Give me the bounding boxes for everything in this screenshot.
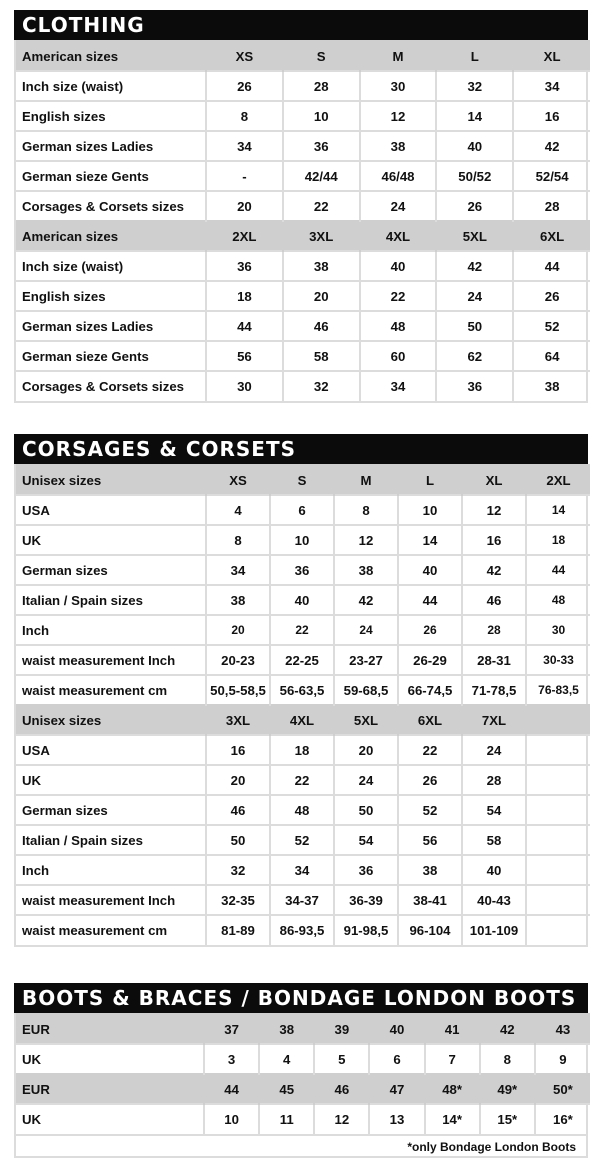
size-cell: 64 xyxy=(513,341,590,371)
size-cell xyxy=(526,795,590,825)
table-row xyxy=(16,825,590,855)
size-cell: 58 xyxy=(283,341,360,371)
row-label: German sieze Gents xyxy=(16,341,206,371)
size-cell: 26 xyxy=(436,191,513,221)
row-label: UK xyxy=(16,1044,204,1074)
size-header-cell: 3XL xyxy=(283,221,360,251)
size-cell: 38 xyxy=(398,855,462,885)
size-cell xyxy=(526,735,590,765)
size-header-cell: XL xyxy=(513,41,590,71)
size-cell: 10 xyxy=(398,495,462,525)
size-cell: 22 xyxy=(270,615,334,645)
size-cell: 24 xyxy=(334,615,398,645)
size-header-cell: 39 xyxy=(314,1014,369,1044)
size-cell xyxy=(526,765,590,795)
size-cell xyxy=(526,885,590,915)
size-cell: 16 xyxy=(513,101,590,131)
size-header-cell: 5XL xyxy=(436,221,513,251)
size-cell: 42 xyxy=(462,555,526,585)
size-cell: 24 xyxy=(462,735,526,765)
size-cell: 14 xyxy=(436,101,513,131)
boots-title: BOOTS & BRACES / BONDAGE LONDON BOOTS xyxy=(14,983,588,1013)
table-row xyxy=(16,675,590,705)
size-cell: 5 xyxy=(314,1044,369,1074)
size-cell: 30 xyxy=(526,615,590,645)
size-cell: 50/52 xyxy=(436,161,513,191)
size-cell: 28 xyxy=(283,71,360,101)
boots-table xyxy=(16,1013,590,1134)
size-cell: 48 xyxy=(360,311,437,341)
size-cell: 86-93,5 xyxy=(270,915,334,945)
row-label: UK xyxy=(16,525,206,555)
size-cell: 101-109 xyxy=(462,915,526,945)
size-cell: 24 xyxy=(436,281,513,311)
size-cell: 76-83,5 xyxy=(526,675,590,705)
size-cell: 44 xyxy=(398,585,462,615)
size-cell: 8 xyxy=(206,101,283,131)
size-cell: 36 xyxy=(206,251,283,281)
size-cell: 30 xyxy=(360,71,437,101)
size-header-cell: 37 xyxy=(204,1014,259,1044)
size-cell: 8 xyxy=(480,1044,535,1074)
size-header-cell: 47 xyxy=(369,1074,424,1104)
size-header-cell: 45 xyxy=(259,1074,314,1104)
size-cell: 13 xyxy=(369,1104,424,1134)
size-cell: 42 xyxy=(436,251,513,281)
size-cell: 52 xyxy=(398,795,462,825)
size-cell: 44 xyxy=(206,311,283,341)
size-cell: 62 xyxy=(436,341,513,371)
table-row xyxy=(16,585,590,615)
table-row xyxy=(16,251,590,281)
row-label: American sizes xyxy=(16,41,206,71)
size-cell: 10 xyxy=(204,1104,259,1134)
size-cell: 28-31 xyxy=(462,645,526,675)
size-cell: 42 xyxy=(334,585,398,615)
size-cell: 50 xyxy=(334,795,398,825)
size-cell: 28 xyxy=(513,191,590,221)
size-cell: 8 xyxy=(206,525,270,555)
size-cell: 96-104 xyxy=(398,915,462,945)
clothing-table xyxy=(16,40,590,401)
size-cell: 54 xyxy=(334,825,398,855)
size-cell: 30-33 xyxy=(526,645,590,675)
size-cell: 44 xyxy=(513,251,590,281)
size-cell: 12 xyxy=(360,101,437,131)
size-header-cell: 44 xyxy=(204,1074,259,1104)
table-row xyxy=(16,131,590,161)
size-cell: 40 xyxy=(360,251,437,281)
table-header-row xyxy=(16,221,590,251)
size-cell: 56-63,5 xyxy=(270,675,334,705)
size-header-cell: XS xyxy=(206,41,283,71)
size-cell: 32-35 xyxy=(206,885,270,915)
size-cell: 22-25 xyxy=(270,645,334,675)
row-label: German sizes xyxy=(16,795,206,825)
size-cell: 16 xyxy=(206,735,270,765)
size-cell: 40 xyxy=(436,131,513,161)
size-header-cell: 38 xyxy=(259,1014,314,1044)
size-cell: 4 xyxy=(206,495,270,525)
size-cell: 20 xyxy=(206,191,283,221)
size-header-cell: S xyxy=(283,41,360,71)
corsets-table xyxy=(16,464,590,945)
size-cell: 38 xyxy=(283,251,360,281)
size-header-cell: 5XL xyxy=(334,705,398,735)
table-row xyxy=(16,855,590,885)
size-cell xyxy=(526,825,590,855)
table-row xyxy=(16,311,590,341)
table-header-row xyxy=(16,1074,590,1104)
size-cell: 28 xyxy=(462,615,526,645)
size-cell: 7 xyxy=(425,1044,480,1074)
size-cell: 14 xyxy=(398,525,462,555)
size-cell: 12 xyxy=(314,1104,369,1134)
row-label: waist measurement Inch xyxy=(16,645,206,675)
size-cell: 20-23 xyxy=(206,645,270,675)
row-label: Corsages & Corsets sizes xyxy=(16,371,206,401)
table-header-row xyxy=(16,1014,590,1044)
size-header-cell: 7XL xyxy=(462,705,526,735)
size-cell: 34 xyxy=(206,555,270,585)
size-cell: 81-89 xyxy=(206,915,270,945)
size-header-cell: 48* xyxy=(425,1074,480,1104)
size-cell: 10 xyxy=(270,525,334,555)
size-cell xyxy=(526,855,590,885)
size-cell: 26 xyxy=(398,615,462,645)
size-cell: 20 xyxy=(206,615,270,645)
size-cell: 26 xyxy=(398,765,462,795)
size-cell: 52 xyxy=(513,311,590,341)
table-row xyxy=(16,341,590,371)
size-cell: 14 xyxy=(526,495,590,525)
size-cell: 20 xyxy=(206,765,270,795)
size-header-cell: 2XL xyxy=(206,221,283,251)
size-cell: 46 xyxy=(462,585,526,615)
size-cell: 34 xyxy=(360,371,437,401)
row-label: German sizes Ladies xyxy=(16,311,206,341)
row-label: English sizes xyxy=(16,101,206,131)
boots-footnote: *only Bondage London Boots xyxy=(14,1136,588,1158)
size-header-cell: XL xyxy=(462,465,526,495)
size-cell: 38 xyxy=(513,371,590,401)
row-label: UK xyxy=(16,1104,204,1134)
size-cell: 36-39 xyxy=(334,885,398,915)
row-label: Corsages & Corsets sizes xyxy=(16,191,206,221)
size-cell: 26-29 xyxy=(398,645,462,675)
size-cell: 10 xyxy=(283,101,360,131)
clothing-section xyxy=(14,10,588,403)
size-cell: 42/44 xyxy=(283,161,360,191)
table-row xyxy=(16,765,590,795)
size-cell: 32 xyxy=(283,371,360,401)
size-header-cell xyxy=(526,705,590,735)
row-label: Unisex sizes xyxy=(16,705,206,735)
size-cell: 23-27 xyxy=(334,645,398,675)
size-cell: 40 xyxy=(398,555,462,585)
size-cell: 22 xyxy=(360,281,437,311)
size-cell: 22 xyxy=(283,191,360,221)
size-cell: 30 xyxy=(206,371,283,401)
table-row xyxy=(16,281,590,311)
row-label: Inch xyxy=(16,855,206,885)
size-cell: 36 xyxy=(436,371,513,401)
size-cell: 12 xyxy=(462,495,526,525)
size-cell: 20 xyxy=(283,281,360,311)
size-cell: 52/54 xyxy=(513,161,590,191)
size-cell: 46/48 xyxy=(360,161,437,191)
size-cell: 50 xyxy=(436,311,513,341)
size-cell: 28 xyxy=(462,765,526,795)
row-label: Inch size (waist) xyxy=(16,251,206,281)
size-cell: 48 xyxy=(270,795,334,825)
size-header-cell: 4XL xyxy=(360,221,437,251)
size-header-cell: 49* xyxy=(480,1074,535,1104)
table-row xyxy=(16,495,590,525)
table-row xyxy=(16,191,590,221)
size-header-cell: 3XL xyxy=(206,705,270,735)
size-cell: 36 xyxy=(334,855,398,885)
table-row xyxy=(16,795,590,825)
size-header-cell: 46 xyxy=(314,1074,369,1104)
size-cell: 52 xyxy=(270,825,334,855)
size-cell: 26 xyxy=(513,281,590,311)
row-label: Italian / Spain sizes xyxy=(16,825,206,855)
corsets-title: CORSAGES & CORSETS xyxy=(14,434,588,464)
size-cell: 24 xyxy=(360,191,437,221)
table-row xyxy=(16,915,590,945)
size-cell: 6 xyxy=(270,495,334,525)
table-row xyxy=(16,645,590,675)
size-header-cell: 41 xyxy=(425,1014,480,1044)
size-cell: 60 xyxy=(360,341,437,371)
row-label: Inch xyxy=(16,615,206,645)
table-row xyxy=(16,525,590,555)
size-cell: 48 xyxy=(526,585,590,615)
size-cell: 26 xyxy=(206,71,283,101)
size-cell: 4 xyxy=(259,1044,314,1074)
row-label: waist measurement cm xyxy=(16,915,206,945)
size-cell: 36 xyxy=(270,555,334,585)
size-cell: 11 xyxy=(259,1104,314,1134)
size-header-cell: M xyxy=(334,465,398,495)
size-cell: 71-78,5 xyxy=(462,675,526,705)
boots-section xyxy=(14,983,588,1158)
size-cell: 40 xyxy=(270,585,334,615)
size-cell: 14* xyxy=(425,1104,480,1134)
size-cell: 50 xyxy=(206,825,270,855)
size-cell: 40 xyxy=(462,855,526,885)
size-cell: 32 xyxy=(436,71,513,101)
size-cell: 16* xyxy=(535,1104,590,1134)
row-label: EUR xyxy=(16,1074,204,1104)
size-cell: 36 xyxy=(283,131,360,161)
size-cell: 18 xyxy=(206,281,283,311)
table-row xyxy=(16,371,590,401)
table-row xyxy=(16,615,590,645)
size-cell: 18 xyxy=(526,525,590,555)
row-label: Italian / Spain sizes xyxy=(16,585,206,615)
size-cell: 50,5-58,5 xyxy=(206,675,270,705)
size-cell: 38-41 xyxy=(398,885,462,915)
size-cell: 58 xyxy=(462,825,526,855)
table-row xyxy=(16,1104,590,1134)
size-cell: 34 xyxy=(513,71,590,101)
row-label: German sizes xyxy=(16,555,206,585)
size-cell: 40-43 xyxy=(462,885,526,915)
table-row xyxy=(16,735,590,765)
table-header-row xyxy=(16,41,590,71)
size-cell: 56 xyxy=(206,341,283,371)
size-cell: 42 xyxy=(513,131,590,161)
corsets-section xyxy=(14,434,588,947)
size-cell: 59-68,5 xyxy=(334,675,398,705)
size-cell: 91-98,5 xyxy=(334,915,398,945)
size-cell: 16 xyxy=(462,525,526,555)
size-header-cell: 6XL xyxy=(398,705,462,735)
table-row xyxy=(16,101,590,131)
size-cell: - xyxy=(206,161,283,191)
size-cell: 24 xyxy=(334,765,398,795)
size-header-cell: 50* xyxy=(535,1074,590,1104)
clothing-title: CLOTHING xyxy=(14,10,588,40)
row-label: UK xyxy=(16,765,206,795)
size-cell: 34-37 xyxy=(270,885,334,915)
size-cell: 15* xyxy=(480,1104,535,1134)
table-row xyxy=(16,885,590,915)
size-cell: 46 xyxy=(206,795,270,825)
row-label: waist measurement cm xyxy=(16,675,206,705)
size-header-cell: 4XL xyxy=(270,705,334,735)
size-cell: 38 xyxy=(360,131,437,161)
size-cell: 6 xyxy=(369,1044,424,1074)
size-cell: 12 xyxy=(334,525,398,555)
size-header-cell: S xyxy=(270,465,334,495)
size-header-cell: 2XL xyxy=(526,465,590,495)
size-cell: 8 xyxy=(334,495,398,525)
size-cell: 54 xyxy=(462,795,526,825)
size-header-cell: L xyxy=(398,465,462,495)
size-cell: 9 xyxy=(535,1044,590,1074)
size-cell: 38 xyxy=(334,555,398,585)
row-label: Unisex sizes xyxy=(16,465,206,495)
size-header-cell: XS xyxy=(206,465,270,495)
row-label: EUR xyxy=(16,1014,204,1044)
size-cell xyxy=(526,915,590,945)
row-label: German sieze Gents xyxy=(16,161,206,191)
size-cell: 34 xyxy=(270,855,334,885)
size-header-cell: 42 xyxy=(480,1014,535,1044)
size-cell: 44 xyxy=(526,555,590,585)
size-cell: 32 xyxy=(206,855,270,885)
size-header-cell: 6XL xyxy=(513,221,590,251)
row-label: USA xyxy=(16,495,206,525)
size-cell: 56 xyxy=(398,825,462,855)
table-row xyxy=(16,71,590,101)
size-header-cell: 40 xyxy=(369,1014,424,1044)
size-header-cell: M xyxy=(360,41,437,71)
table-row xyxy=(16,1044,590,1074)
row-label: waist measurement Inch xyxy=(16,885,206,915)
size-cell: 18 xyxy=(270,735,334,765)
row-label: German sizes Ladies xyxy=(16,131,206,161)
size-header-cell: L xyxy=(436,41,513,71)
row-label: English sizes xyxy=(16,281,206,311)
row-label: American sizes xyxy=(16,221,206,251)
row-label: Inch size (waist) xyxy=(16,71,206,101)
size-cell: 22 xyxy=(270,765,334,795)
size-cell: 66-74,5 xyxy=(398,675,462,705)
size-cell: 20 xyxy=(334,735,398,765)
table-row xyxy=(16,161,590,191)
table-header-row xyxy=(16,465,590,495)
size-cell: 22 xyxy=(398,735,462,765)
table-row xyxy=(16,555,590,585)
table-header-row xyxy=(16,705,590,735)
size-header-cell: 43 xyxy=(535,1014,590,1044)
size-cell: 46 xyxy=(283,311,360,341)
row-label: USA xyxy=(16,735,206,765)
size-cell: 34 xyxy=(206,131,283,161)
size-cell: 38 xyxy=(206,585,270,615)
size-cell: 3 xyxy=(204,1044,259,1074)
